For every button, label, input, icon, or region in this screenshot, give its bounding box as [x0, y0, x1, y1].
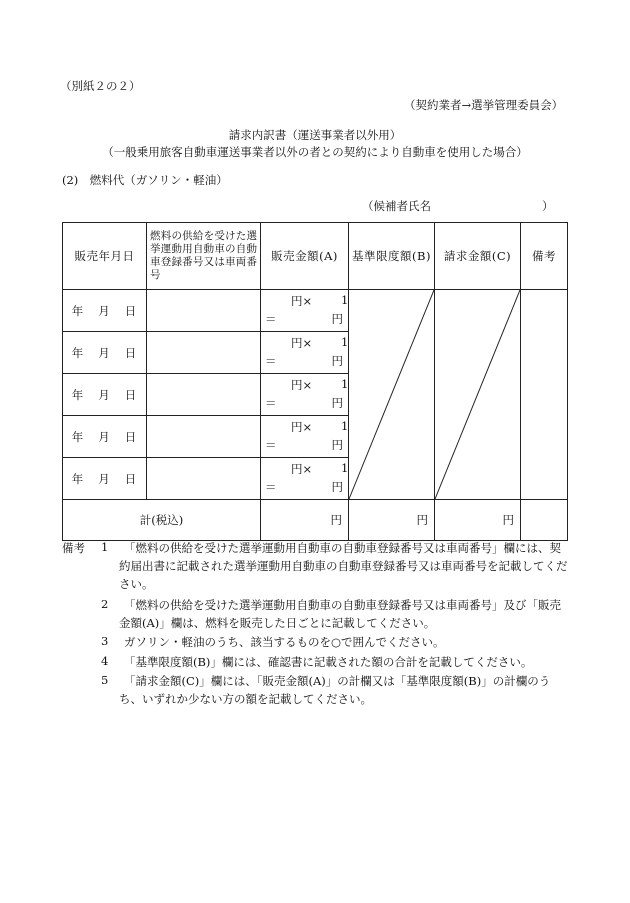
- sale-amount-cell[interactable]: 円× 1 ＝ 円: [261, 290, 349, 332]
- notes-label: 備考: [62, 541, 85, 555]
- note-5-number: 5: [101, 673, 109, 687]
- candidate-name-close: ）: [542, 199, 554, 213]
- sale-date-cell[interactable]: 年 月 日: [63, 290, 147, 332]
- total-remarks[interactable]: [521, 500, 568, 541]
- vehicle-number-cell[interactable]: [147, 458, 261, 500]
- sale-amount-cell[interactable]: 円× 1 ＝ 円: [261, 458, 349, 500]
- vehicle-number-cell[interactable]: [147, 416, 261, 458]
- total-row: [63, 500, 568, 541]
- header-sale-date: 販売年月日: [63, 223, 147, 290]
- note-2-line-1: 「燃料の供給を受けた選挙運動用自動車の自動車登録番号又は車両番号」及び「販売: [124, 598, 561, 612]
- candidate-name-label: （候補者氏名: [362, 199, 431, 213]
- limit-amount-disabled-cell: [349, 290, 435, 500]
- diagonal-strike: [435, 290, 520, 499]
- note-4-line-1: 「基準限度額(B)」欄には、確認書に記載された額の合計を記載してください。: [124, 655, 533, 669]
- sale-date-cell[interactable]: 年 月 日: [63, 332, 147, 374]
- note-1-line-3: さい。: [119, 577, 154, 591]
- total-sale-amount[interactable]: 円: [261, 500, 349, 541]
- note-4-number: 4: [101, 654, 109, 668]
- header-vehicle-number: 燃料の供給を受けた選挙運動用自動車の自動車登録番号又は車両番号: [147, 223, 261, 290]
- page-title: 請求内訳書（運送事業者以外用）: [228, 128, 402, 142]
- sale-date-cell[interactable]: 年 月 日: [63, 374, 147, 416]
- vehicle-number-cell[interactable]: [147, 332, 261, 374]
- fuel-claim-table: [62, 222, 568, 541]
- note-1-number: 1: [101, 540, 109, 554]
- section-heading: (2) 燃料代（ガソリン・軽油）: [62, 173, 228, 187]
- note-1-line-2: 約届出書に記載された選挙運動用自動車の自動車登録番号又は車両番号を記載してくだ: [119, 559, 568, 573]
- header-remarks: 備考: [521, 223, 568, 290]
- attachment-label: （別紙２の２）: [60, 79, 141, 93]
- diagonal-strike: [349, 290, 434, 499]
- note-5-line-1: 「請求金額(C)」欄には、「販売金額(A)」の計欄又は「基準限度額(B)」の計欄のう: [124, 674, 551, 688]
- vehicle-number-cell[interactable]: [147, 290, 261, 332]
- note-2-number: 2: [101, 597, 109, 611]
- sale-date-cell[interactable]: 年 月 日: [63, 458, 147, 500]
- table-row: [63, 290, 568, 332]
- header-claim-amount: 請求金額(C): [435, 223, 521, 290]
- remarks-cell[interactable]: [521, 290, 568, 500]
- header-sale-amount: 販売金額(A): [261, 223, 349, 290]
- total-limit-amount[interactable]: 円: [349, 500, 435, 541]
- sale-date-cell[interactable]: 年 月 日: [63, 416, 147, 458]
- claim-amount-disabled-cell: [435, 290, 521, 500]
- vehicle-number-cell[interactable]: [147, 374, 261, 416]
- note-1-line-1: 「燃料の供給を受けた選挙運動用自動車の自動車登録番号又は車両番号」欄には、契: [124, 541, 561, 555]
- note-3-line-1: ガソリン・軽油のうち、該当するものを○で囲んでください。: [124, 635, 445, 649]
- header-limit-amount: 基準限度額(B): [349, 223, 435, 290]
- sale-amount-cell[interactable]: 円× 1 ＝ 円: [261, 332, 349, 374]
- total-claim-amount[interactable]: 円: [435, 500, 521, 541]
- sale-amount-cell[interactable]: 円× 1 ＝ 円: [261, 416, 349, 458]
- note-2-line-2: 金額(A)」欄は、燃料を販売した日ごとに記載してください。: [119, 616, 436, 630]
- page-subtitle: （一般乗用旅客自動車運送事業者以外の者との契約により自動車を使用した場合）: [102, 145, 528, 159]
- total-label: 計(税込): [63, 500, 261, 541]
- sale-amount-cell[interactable]: 円× 1 ＝ 円: [261, 374, 349, 416]
- note-3-number: 3: [101, 634, 109, 648]
- routing-label: （契約業者→選挙管理委員会）: [404, 98, 564, 112]
- note-5-line-2: ち、いずれか少ない方の額を記載してください。: [119, 692, 372, 706]
- table-header-row: [63, 223, 568, 290]
